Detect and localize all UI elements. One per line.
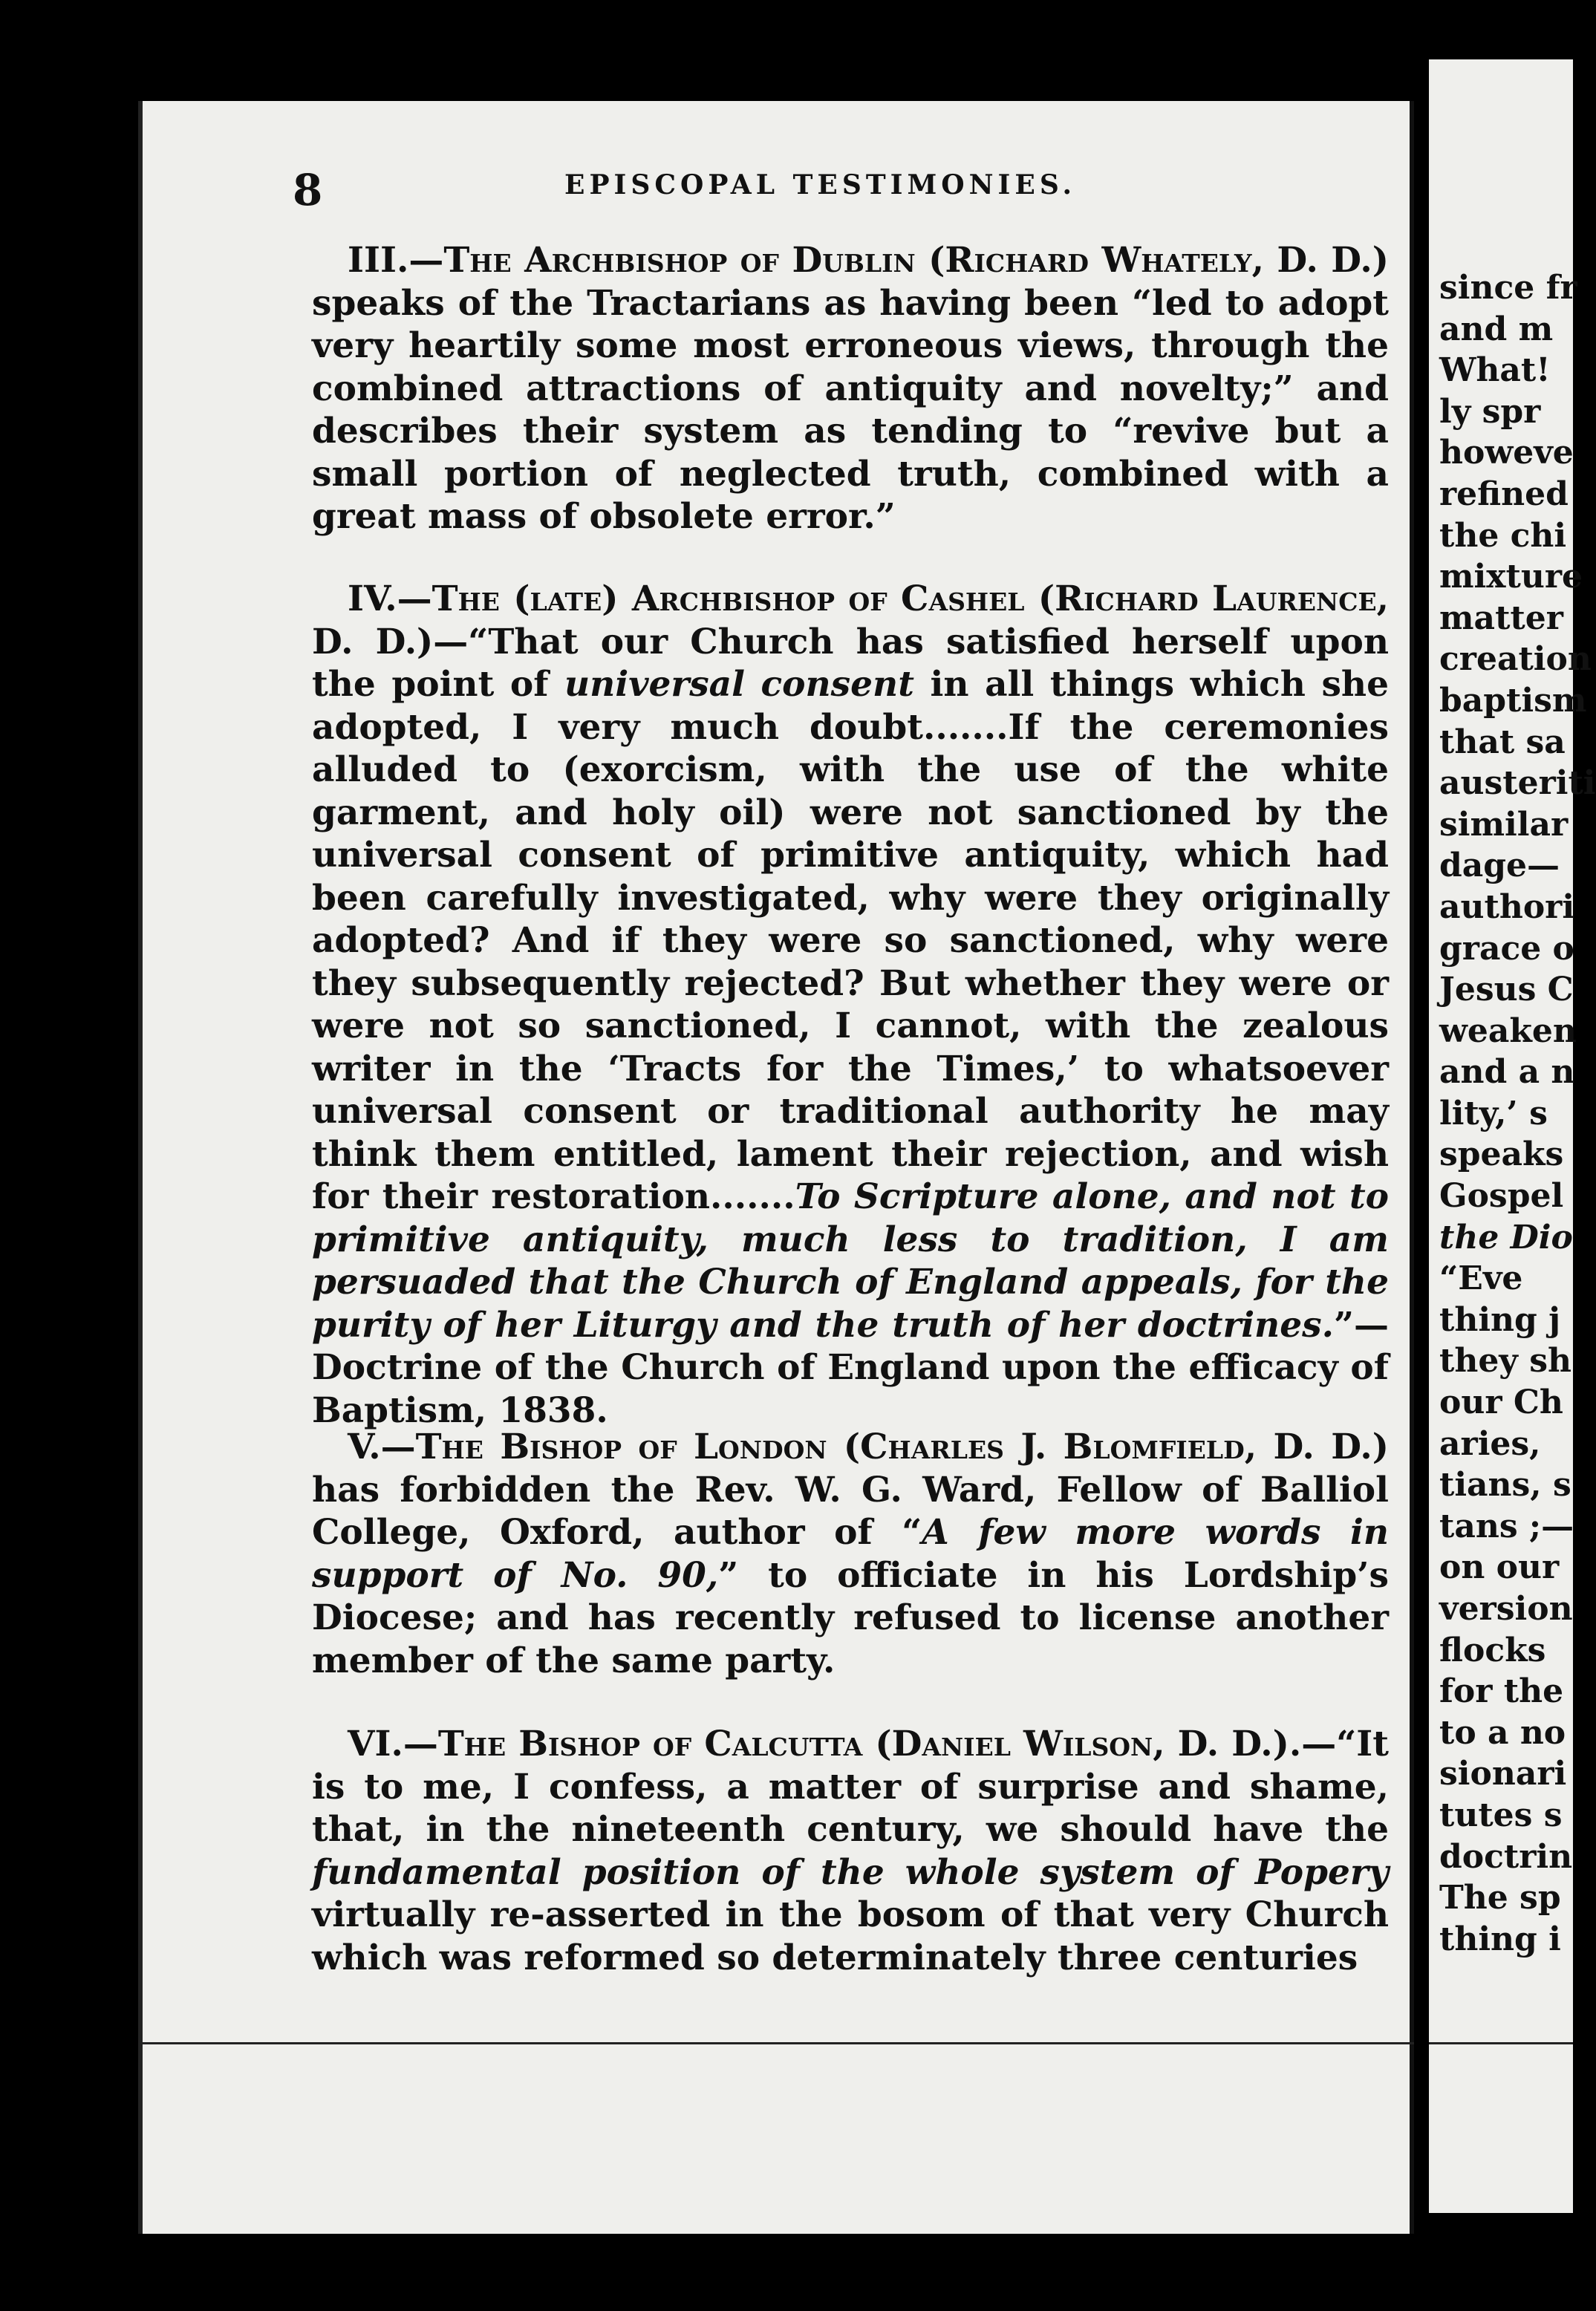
facing-page-line: tans ;— [1439,1507,1574,1545]
facing-page-line: and m [1439,310,1554,348]
facing-page-line: dage— [1439,847,1560,885]
facing-page-line: sionari [1439,1755,1567,1793]
facing-page-fragment [1429,59,1596,2213]
facing-page-rule [1429,2042,1573,2044]
facing-page-line: they sh [1439,1342,1571,1381]
facing-page-line: lity,’ s [1439,1094,1548,1132]
section-text: in all things which she adopted, I very much doubt.......If the ceremonies alluded to (exorcism, with the use of the white garment, and holy oil) were not sanctioned by the universal consent of primitive antiquity, which had been carefully investigated, why were they originally adopted? And if they were so sanctioned, why were they subsequently rejected? But whether they were or were not so sanctioned, I cannot, with the zealous writer in the ‘Tracts for the Times,’ to whatsoever universal consent or traditional authority he may think them entitled, lament their rejection, and wish for their restoration....... [312,664,1390,1217]
page-bottom-rule [138,2042,1573,2044]
section-text: speaks of the Tractarians as having been “led to adopt very heartily some most erroneous views, through the combined attractions of antiquity and novelty;” and describes their system as tending to “revive but a small portion of neglected truth, combined with a great mass of obsolete error.” [312,282,1389,537]
section-v [312,1426,1389,1682]
section-vi [312,1723,1389,1979]
facing-page-line: Jesus C [1439,971,1574,1009]
facing-page-line: speaks [1439,1135,1564,1174]
section-emphasis: To Scripture alone, and not to primitive antiquity, much less to tradition, I am persuaded that the Church of England appeals, for the purity of her Liturgy and the truth of her doctrines. [312,1176,1390,1346]
section-heading-aside: (Daniel Wilson, D. D.) [875,1724,1289,1764]
facing-page-line: our Ch [1439,1383,1563,1422]
section-text: ” to officiate in his Lordship’s Diocese; and has recently refused to license another member of the same party. [312,1554,1390,1681]
section-heading: The Bishop of London [415,1427,827,1467]
section-numeral: V.— [348,1427,416,1467]
facing-page-line: baptism [1439,681,1587,720]
section-heading: The Archbishop of Dublin [443,240,916,281]
section-text: .—“It is to me, I confess, a matter of surprise and shame, that, in the nineteenth century, we should have the [312,1724,1389,1850]
section-heading-aside: (Richard Whately, D. D.) [928,240,1389,281]
facing-page-line: on our [1439,1548,1560,1587]
facing-page-line: grace o [1439,929,1574,968]
facing-page-lines [1429,267,1596,1960]
section-heading: The Bishop of Calcutta [437,1724,863,1764]
section-emphasis: fundamental position of the whole system of Popery [312,1851,1389,1893]
page-gutter [1414,45,1429,2243]
facing-page-line: similar [1439,805,1569,844]
facing-page-line: howeve [1439,434,1574,472]
facing-page-line: and a n [1439,1053,1575,1092]
section-heading-aside: (Richard Laurence, D. D.) [312,578,1389,662]
facing-page-line: tutes s [1439,1796,1563,1834]
section-iii [312,239,1389,538]
section-heading-aside: (Charles J. Blomfield, D. D.) [843,1427,1389,1467]
running-title: EPISCOPAL TESTIMONIES. [564,169,1077,201]
facing-page-line: flocks [1439,1631,1546,1669]
section-iv [312,578,1389,1432]
section-text: virtually re-asserted in the bosom of that very Church which was reformed so determinately three centuries [312,1894,1389,1978]
facing-page-line: mixture [1439,558,1583,596]
facing-page-line: weaken [1439,1011,1577,1050]
facing-page-line: version [1439,1590,1573,1628]
section-numeral: VI.— [348,1724,438,1764]
section-emphasis: A few more words in support of No. 90, [312,1512,1389,1596]
facing-page-line: doctrin [1439,1837,1573,1876]
facing-page-line: aries, [1439,1424,1541,1463]
facing-page-line: for the [1439,1672,1564,1711]
facing-page-line: ly spr [1439,392,1541,431]
facing-page-line: The sp [1439,1879,1561,1917]
section-numeral: III.— [348,240,444,281]
facing-page-line: that sa [1439,723,1566,761]
facing-page-line: matter [1439,599,1563,637]
facing-page-line: Gospel [1439,1177,1564,1216]
section-heading: The (late) Archbishop of Cashel [431,578,1025,619]
facing-page-line: the Dio [1439,1218,1573,1256]
section-text: has forbidden the Rev. W. G. Ward, Fellow of Balliol College, Oxford, author of “ [312,1469,1389,1553]
facing-page-line: tians, s [1439,1466,1571,1505]
facing-page-line: since fr [1439,269,1577,307]
facing-page-line: the chi [1439,516,1567,555]
facing-page-line: “Eve [1439,1259,1523,1298]
facing-page-line: What! [1439,351,1551,390]
facing-page-line: austeriti [1439,764,1596,803]
section-emphasis: universal consent [564,664,914,705]
section-citation: ”—Doctrine of the Church of England upon the efficacy of Baptism, 1838. [312,1304,1389,1431]
section-text: —“That our Church has satisfied herself upon the point of [312,621,1389,705]
section-numeral: IV.— [348,578,432,619]
facing-page-line: thing i [1439,1920,1561,1958]
facing-page-line: creation [1439,640,1592,679]
page-number: 8 [293,165,323,215]
facing-page-line: to a no [1439,1713,1566,1752]
facing-page-line: thing j [1439,1300,1561,1339]
facing-page-line: authori [1439,887,1575,926]
facing-page-line: refined [1439,475,1569,513]
